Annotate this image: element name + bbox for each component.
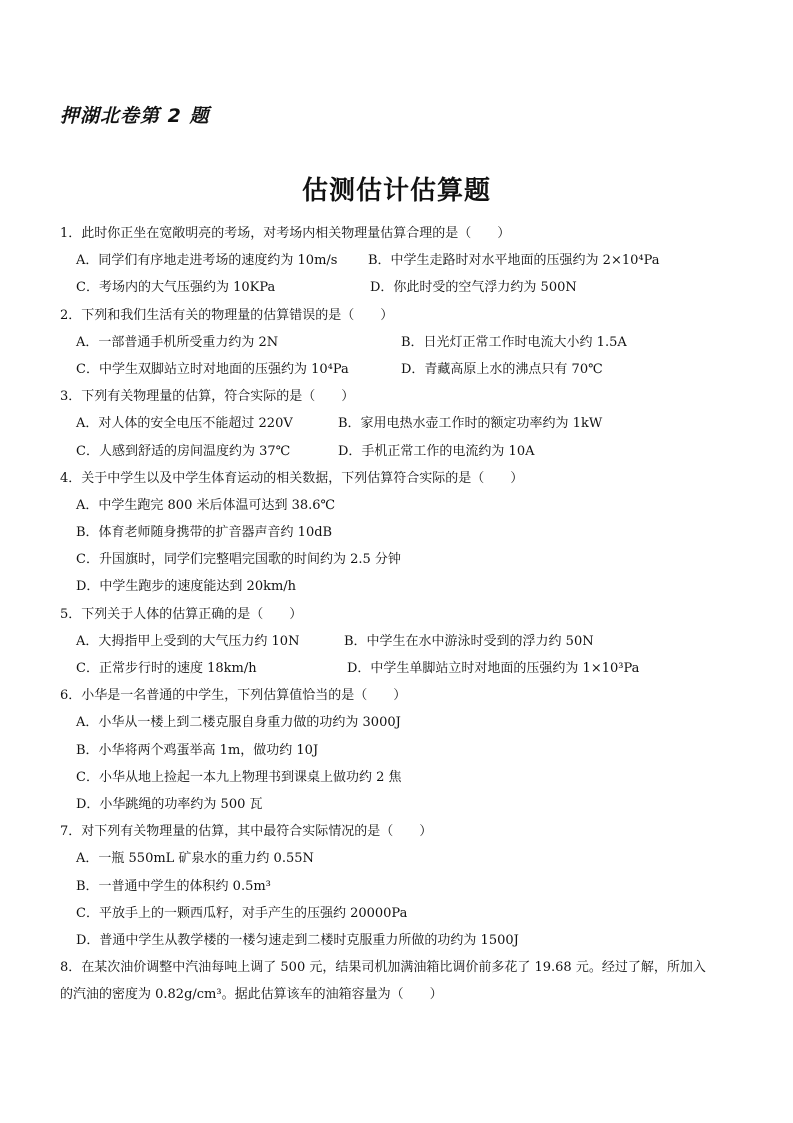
question-6-stem: 6．小华是一名普通的中学生，下列估算值恰当的是（ ） [60, 688, 407, 704]
question-3-stem: 3．下列有关物理量的估算，符合实际的是（ ） [60, 389, 355, 405]
question-1-option-a: A．同学们有序地走进考场的速度约为 10m/s [76, 253, 338, 269]
question-4-option-a: A．中学生跑完 800 米后体温可达到 38.6℃ [76, 497, 336, 513]
question-4-option-c: C．升国旗时，同学们完整唱完国歌的时间约为 2.5 分钟 [76, 552, 401, 568]
question-3-option-d: D．手机正常工作的电流约为 10A [338, 443, 535, 459]
question-3-option-b: B．家用电热水壶工作时的额定功率约为 1kW [338, 416, 603, 432]
question-1-options-row-2 [60, 278, 740, 305]
question-6-option-c: C．小华从地上捡起一本九上物理书到课桌上做功约 2 焦 [76, 769, 402, 785]
question-2-stem: 2．下列和我们生活有关的物理量的估算错误的是（ ） [60, 307, 394, 323]
question-7-option-b: B．一普通中学生的体积约 0.5m³ [76, 878, 271, 894]
question-3-option-a: A．对人体的安全电压不能超过 220V [76, 416, 293, 432]
question-1-stem: 1．此时你正坐在宽敞明亮的考场，对考场内相关物理量估算合理的是（ ） [60, 226, 511, 241]
question-4-option-b: B．体育老师随身携带的扩音器声音约 10dB [76, 525, 333, 541]
question-6-option-b: B．小华将两个鸡蛋举高 1m，做功约 10J [76, 742, 319, 758]
question-8-stem-line-1: 8．在某次油价调整中汽油每吨上调了 500 元，结果司机加满油箱比调价前多花了 19.68 元。经过了解，所加入 [60, 960, 706, 976]
question-1-option-b: B．中学生走路时对水平地面的压强约为 2×10⁴Pa [368, 253, 660, 269]
question-4-stem: 4．关于中学生以及中学生体育运动的相关数据，下列估算符合实际的是（ ） [60, 470, 524, 486]
question-2-options-row-2 [60, 360, 740, 387]
question-1-option-c: C．考场内的大气压强约为 10KPa [76, 280, 276, 296]
question-3-options-row-2 [60, 442, 740, 469]
question-5-option-a: A．大拇指甲上受到的大气压力约 10N [76, 633, 300, 649]
question-6-option-d: D．小华跳绳的功率约为 500 瓦 [76, 796, 263, 812]
question-3-options-row-1 [60, 414, 740, 441]
question-7-stem: 7．对下列有关物理量的估算，其中最符合实际情况的是（ ） [60, 824, 433, 840]
question-7-option-d: D．普通中学生从教学楼的一楼匀速走到二楼时克服重力所做的功约为 1500J [76, 932, 519, 948]
question-2-option-b: B．日光灯正常工作时电流大小约 1.5A [401, 334, 627, 350]
exam-header: 押湖北卷第 2 题 [60, 105, 210, 127]
question-4-option-d: D．中学生跑步的速度能达到 20km/h [76, 579, 297, 595]
question-5-option-b: B．中学生在水中游泳时受到的浮力约 50N [344, 633, 594, 649]
question-list [60, 224, 740, 1012]
question-5-option-c: C．正常步行时的速度 18km/h [76, 661, 257, 676]
question-1-options-row-1 [60, 251, 740, 278]
question-2-option-a: A．一部普通手机所受重力约为 2N [76, 334, 279, 350]
question-3-option-c: C．人感到舒适的房间温度约为 37℃ [76, 443, 291, 459]
question-1-option-d: D．你此时受的空气浮力约为 500N [370, 280, 577, 296]
question-7-option-c: C．平放手上的一颗西瓜籽，对手产生的压强约 20000Pa [76, 905, 408, 921]
question-7-option-a: A．一瓶 550mL 矿泉水的重力约 0.55N [76, 851, 314, 867]
question-6-option-a: A．小华从一楼上到二楼克服自身重力做的功约为 3000J [76, 715, 401, 731]
question-5-stem: 5．下列关于人体的估算正确的是（ ） [60, 606, 303, 622]
question-2-option-d: D．青藏高原上水的沸点只有 70℃ [401, 361, 603, 377]
question-5-options-row-1 [60, 632, 740, 659]
question-5-option-d: D．中学生单脚站立时对地面的压强约为 1×10³Pa [347, 661, 640, 676]
question-2-option-c: C．中学生双脚站立时对地面的压强约为 10⁴Pa [76, 361, 349, 377]
question-2-options-row-1 [60, 333, 740, 360]
question-5-options-row-2 [60, 659, 740, 686]
page-title: 估测估计估算题 [301, 176, 491, 206]
question-8-stem-line-2: 的汽油的密度为 0.82g/cm³。据此估算该车的油箱容量为（ ） [60, 987, 443, 1003]
